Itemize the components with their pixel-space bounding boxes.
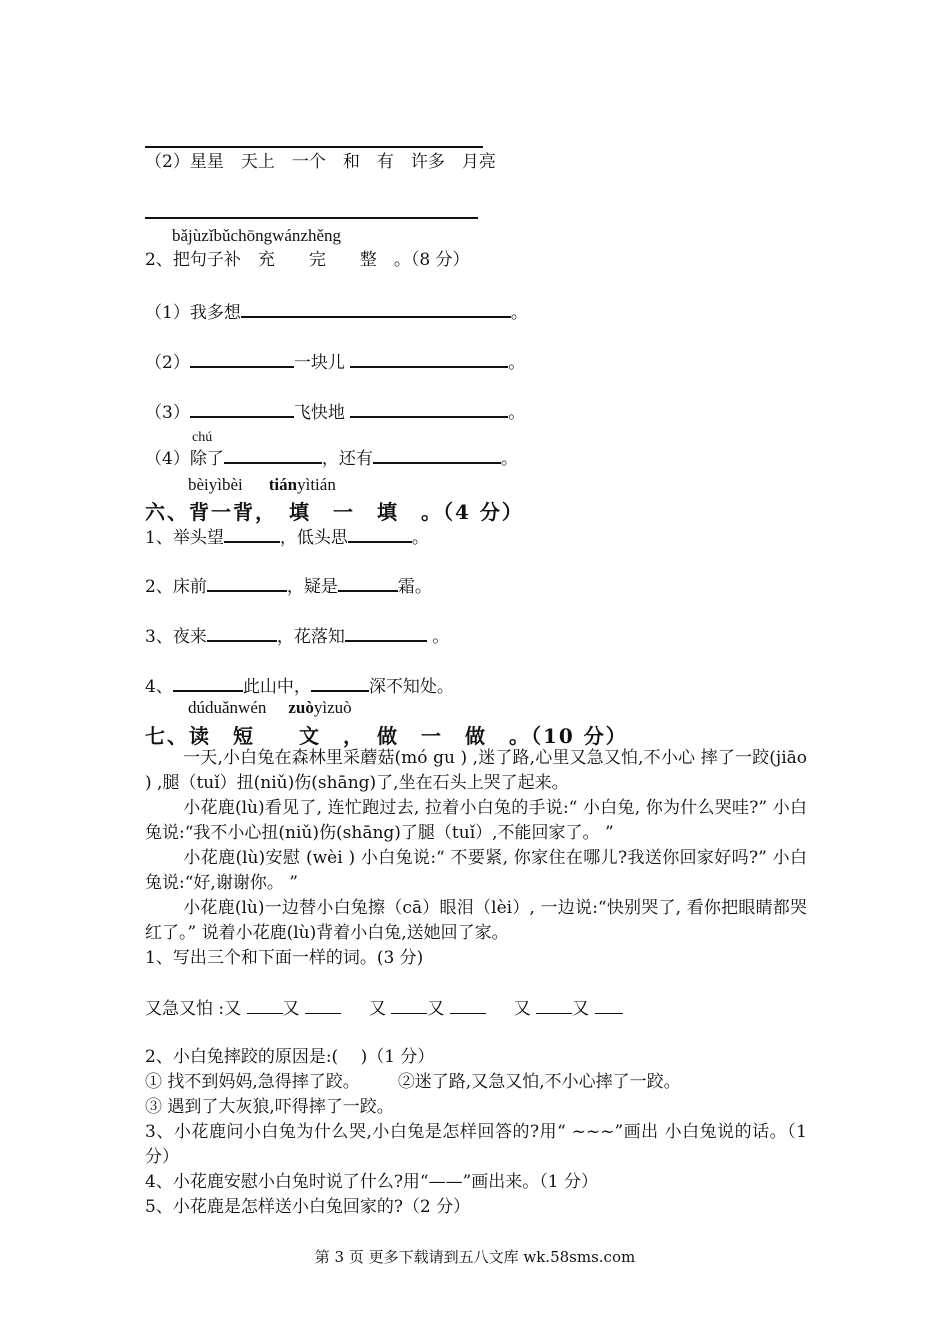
poem-text: 4、 — [145, 677, 173, 697]
blank — [450, 996, 486, 1014]
blank — [350, 349, 508, 368]
page-footer: 第 3 页 更多下载请到五八文库 wk.58sms.com — [314, 1248, 636, 1266]
poem-text: 2、床前 — [145, 577, 207, 597]
blank — [224, 445, 322, 464]
sentence-mid: 一块儿 — [293, 353, 345, 373]
sentence-prefix: （2） — [145, 353, 190, 373]
blank — [350, 399, 508, 418]
option: ③ 遇到了大灰狼,吓得摔了一跤。 — [145, 1097, 394, 1117]
sentence-mid: ，还有 — [321, 449, 373, 469]
option: ① 找不到妈妈,急得摔了跤。 — [145, 1072, 360, 1092]
paragraph-text: 小花鹿(lù)看见了, 连忙跑过去, 拉着小白兔的手说:“ 小白兔, 你为什么哭哇?” 小白兔说:“我不小心扭(niǔ)伤(shāng)了腿（tuǐ）,不能回家了。 ” — [145, 798, 807, 843]
blank — [536, 996, 572, 1014]
poem-text: ，花落知 — [276, 627, 345, 647]
question: 4、小花鹿安慰小白兔时说了什么?用“——”画出来。（1 分） — [145, 1172, 599, 1192]
word-char: 又 — [427, 999, 445, 1019]
paragraph-text: 小花鹿(lù)安慰 (wèi ) 小白兔说:“ 不要紧, 你家住在哪儿?我送你回家好吗?” 小白兔说:“好,谢谢你。 ” — [145, 848, 807, 893]
poem-item — [145, 623, 810, 650]
sentence-prefix: （1）我多想 — [145, 303, 241, 323]
section-title: 2、把句子补 充 完 整 。（8 分） — [145, 250, 470, 270]
question: 5、小花鹿是怎样送小白兔回家的?（2 分） — [145, 1197, 471, 1217]
question: 1、写出三个和下面一样的词。(3 分) — [145, 948, 424, 968]
blank — [190, 349, 294, 368]
blank — [595, 996, 623, 1014]
paragraph-text: 一天,小白兔在森林里采蘑菇(mó gu ) ,迷了路,心里又急又怕,不小心 摔了一跤(jiāo ) ,腿（tuǐ）扭(niǔ)伤(shāng)了,坐在石头上哭了起来。 — [145, 748, 807, 793]
blank — [207, 623, 277, 642]
poem-text: 。 — [411, 528, 429, 548]
story-paragraph — [145, 896, 807, 946]
sentence-suffix: 。 — [508, 353, 526, 373]
sentence-item — [145, 349, 810, 376]
word-blanks — [145, 996, 810, 1022]
blank — [247, 996, 283, 1014]
sentence-mid: 飞快地 — [293, 403, 345, 423]
sentence-item — [145, 445, 810, 472]
blank — [373, 445, 501, 464]
poem-text: 1、举头望 — [145, 528, 224, 548]
sentence-prefix: （4）除了 — [145, 449, 224, 469]
blank — [311, 673, 369, 692]
sentence-prefix: （3） — [145, 403, 190, 423]
pinyin-line: bǎjùzǐbǔchōngwánzhěng — [172, 226, 341, 245]
blank — [173, 673, 243, 692]
blank — [391, 996, 427, 1014]
word-char: 又 — [513, 999, 531, 1019]
poem-text: 此山中， — [242, 677, 311, 697]
pinyin-tian: tián — [268, 475, 298, 494]
pinyin-chu: chú — [192, 430, 213, 445]
question: 2、小白兔摔跤的原因是:( )（1 分） — [145, 1047, 435, 1067]
sentence-item — [145, 399, 810, 426]
word-char: 又 — [368, 999, 386, 1019]
poem-text: ，低头思 — [279, 528, 348, 548]
poem-item — [145, 524, 810, 551]
word-char: 又 — [282, 999, 300, 1019]
sentence-item — [145, 299, 810, 326]
answer-line — [145, 146, 483, 148]
blank — [338, 573, 398, 592]
blank — [224, 524, 280, 543]
question: 3、小花鹿问小白兔为什么哭,小白兔是怎样回答的?用“ ~~~”画出 小白兔说的话。（1 分） — [145, 1122, 807, 1167]
sentence-suffix: 。 — [508, 403, 526, 423]
poem-text: 。 — [426, 627, 450, 647]
pinyin-line — [188, 698, 352, 718]
poem-text: 霜。 — [397, 577, 432, 597]
section-heading: 七、读 短 文 ， 做 一 做 。（10 分） — [145, 724, 628, 748]
poem-text: 3、夜来 — [145, 627, 207, 647]
word-char: 又 — [224, 999, 242, 1019]
story-paragraph — [145, 746, 807, 796]
pinyin-yizuo: yìzuò — [313, 698, 352, 717]
poem-text: ，疑是 — [286, 577, 338, 597]
pinyin-line — [188, 475, 336, 495]
sentence-suffix: 。 — [500, 449, 518, 469]
blank — [190, 399, 294, 418]
blank — [207, 573, 287, 592]
option: ②迷了路,又急又怕,不小心摔了一跤。 — [397, 1072, 681, 1092]
poem-text: 深不知处。 — [368, 677, 454, 697]
blank — [241, 299, 511, 318]
word-char: 又 — [572, 999, 590, 1019]
pinyin-yitian: yìtián — [297, 475, 336, 494]
sentence-suffix: 。 — [510, 303, 528, 323]
pinyin-bei: bèiyìbèi — [188, 475, 243, 494]
paragraph-text: 小花鹿(lù)一边替小白兔擦（cā）眼泪（lèi）, 一边说:“快别哭了, 看你把眼睛都哭红了。” 说着小花鹿(lù)背着小白兔,送她回了家。 — [145, 898, 807, 943]
word-example: 又急又怕 : — [145, 999, 225, 1019]
option-row — [145, 1070, 810, 1095]
pinyin-zuo: zuò — [288, 698, 314, 717]
pinyin-duduanwen: dúduǎnwén — [188, 698, 267, 717]
story-paragraph — [145, 846, 807, 896]
answer-line — [145, 217, 478, 219]
blank — [345, 623, 427, 642]
blank — [305, 996, 341, 1014]
question-item: （2）星星 天上 一个 和 有 许多 月亮 — [145, 152, 496, 172]
section-heading: 六、背一背， 填 一 填 。（4 分） — [145, 500, 524, 524]
poem-item — [145, 573, 810, 600]
story-paragraph — [145, 796, 807, 846]
blank — [348, 524, 412, 543]
poem-item — [145, 673, 810, 700]
